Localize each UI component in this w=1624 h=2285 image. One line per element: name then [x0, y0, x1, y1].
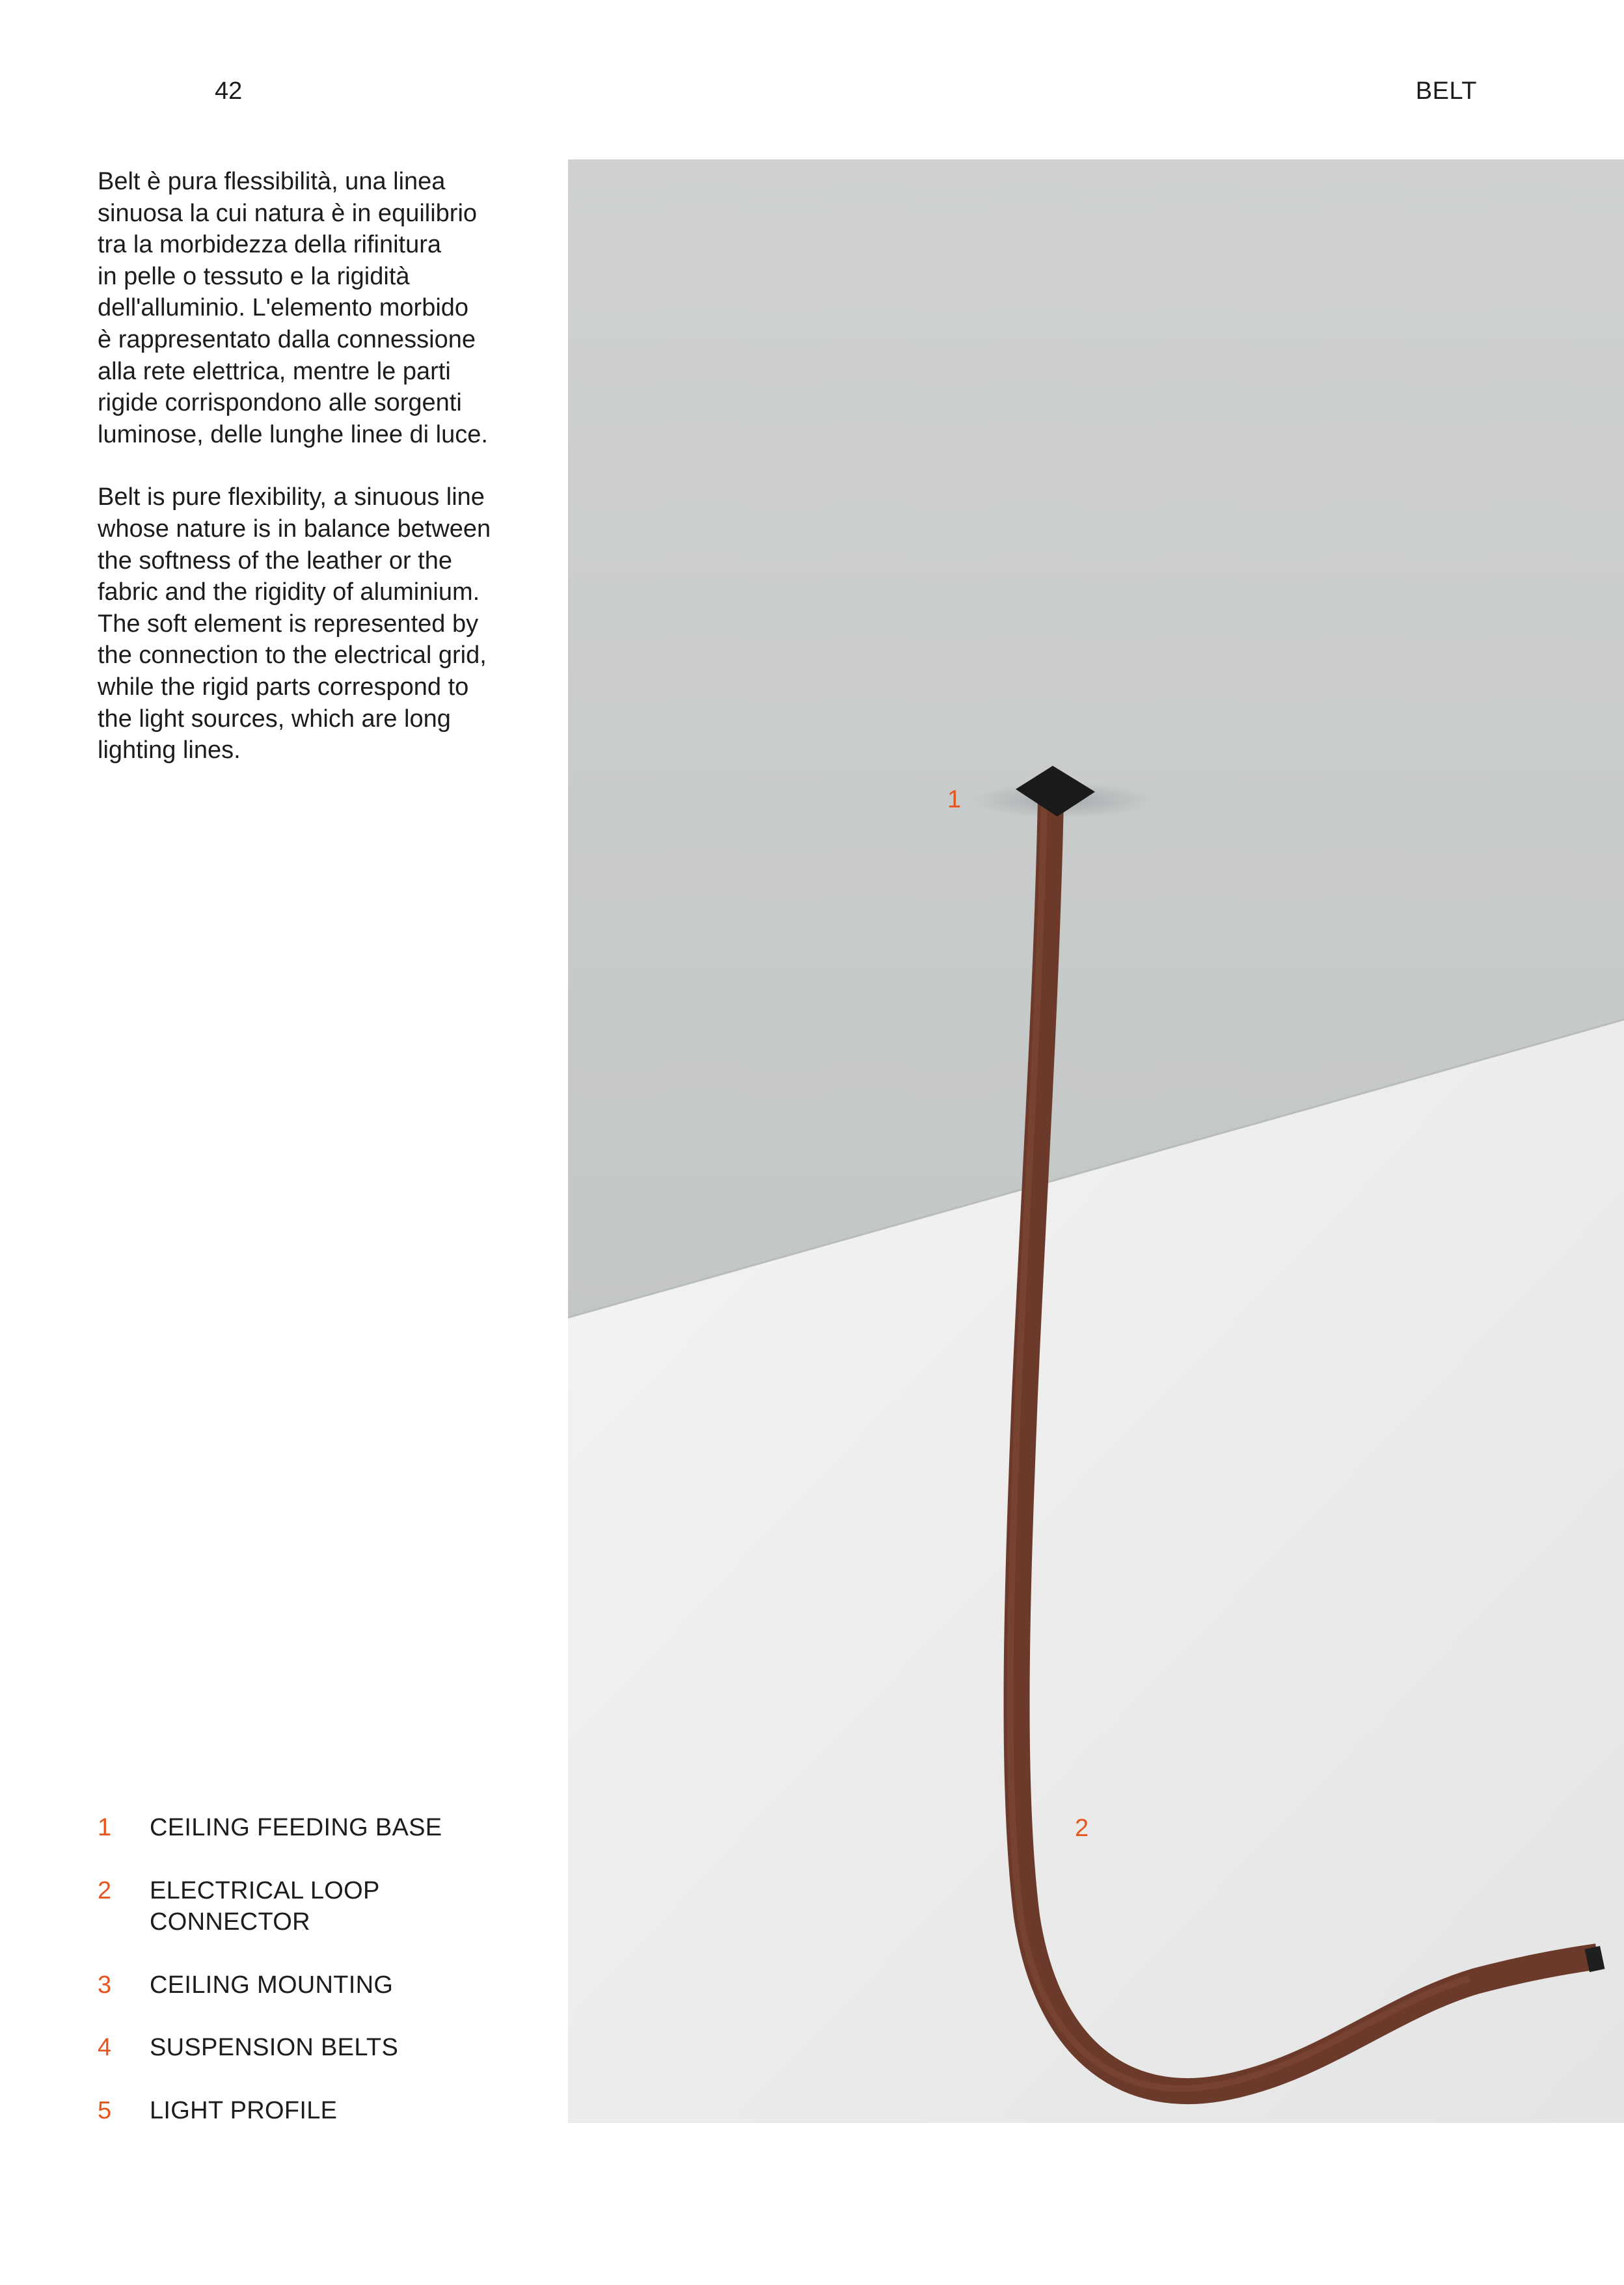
legend-label: CEILING MOUNTING: [150, 1971, 394, 1999]
legend-number: 4: [98, 2034, 112, 2062]
product-photo: [568, 159, 1624, 2123]
intro-text: [98, 166, 540, 798]
legend-item: [98, 1875, 553, 1938]
legend-label: LIGHT PROFILE: [150, 2096, 338, 2124]
section-title: BELT: [1415, 77, 1477, 105]
belt-lamp-illustration: [568, 159, 1624, 2123]
legend-label: CEILING FEEDING BASE: [150, 1814, 442, 1841]
callout-1: 1: [947, 786, 962, 813]
legend-number: 1: [98, 1814, 112, 1841]
legend-item: [98, 2032, 553, 2064]
legend-label: SUSPENSION BELTS: [150, 2034, 399, 2062]
legend-number: 5: [98, 2096, 112, 2124]
legend-item: [98, 1812, 553, 1844]
legend-label: ELECTRICAL LOOP CONNECTOR: [150, 1876, 380, 1936]
legend-item: [98, 1969, 553, 2001]
legend-number: 2: [98, 1876, 112, 1904]
intro-italian: Belt è pura flessibilità, una linea sinuosa la cui natura è in equilibrio tra la morbidezza della rifinitura in pelle o tessuto e la rigidità dell'alluminio. L'elemento morbido è rappresentato dalla connessione alla rete elettrica, mentre le parti rigide corrispondono alle sorgenti luminose, delle lunghe linee di luce.: [98, 168, 488, 448]
legend-item: [98, 2095, 553, 2127]
legend-number: 3: [98, 1971, 112, 1999]
intro-english: Belt is pure flexibility, a sinuous line whose nature is in balance between the softness of the leather or the fabric and the rigidity of aluminium. The soft element is represented by the connection to the electrical grid, while the rigid parts correspond to the light sources, which are long lighting lines.: [98, 483, 491, 764]
parts-legend: [98, 1812, 553, 2158]
page-number: 42: [215, 77, 243, 105]
callout-2: 2: [1075, 1815, 1089, 1842]
